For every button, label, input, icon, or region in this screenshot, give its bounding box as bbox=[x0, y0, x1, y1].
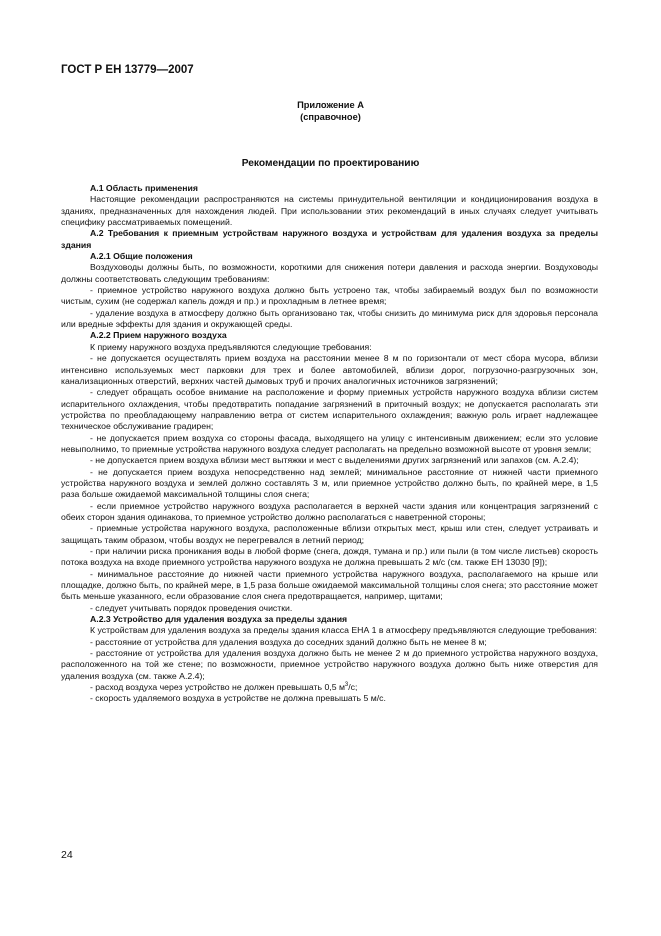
list-item: - не допускается прием воздуха со стороны фасада, выходящего на улицу с интенсивным движением; если это условие невыполнимо, то приемные устройства наружного воздуха следует располагать на предельно возможной высоте от уровня земли; bbox=[61, 432, 598, 454]
paragraph: К приему наружного воздуха предъявляются следующие требования: bbox=[90, 341, 372, 352]
heading-a2: А.2 Требования к приемным устройствам наружного воздуха и устройствам для удаления воздуха за пределы здания bbox=[61, 228, 598, 250]
annex-title: Приложение А bbox=[297, 100, 364, 110]
list-item: - следует учитывать порядок проведения очистки. bbox=[90, 602, 293, 613]
heading-a2-3: А.2.3 Устройство для удаления воздуха за пределы здания bbox=[90, 614, 348, 625]
list-item: - приемное устройство наружного воздуха должно быть устроено так, чтобы забираемый воздух был по возможности чистым, сухим (не содержал капель дождя и пр.) и прохладным в летнее время; bbox=[61, 285, 598, 307]
heading-a1: А.1 Область применения bbox=[90, 183, 198, 193]
list-item: - удаление воздуха в атмосферу должно быть организовано так, чтобы снизить до минимума риск для здоровья персонала или вредные эффекты для здания и окружающей среды. bbox=[61, 307, 598, 330]
standard-code: ГОСТ Р ЕН 13779—2007 bbox=[61, 64, 194, 76]
list-item: - расстояние от устройства для удаления воздуха до соседних зданий должно быть не менее 8 м; bbox=[90, 636, 487, 647]
flow-unit-exponent: 3 bbox=[344, 682, 349, 689]
page-number: 24 bbox=[61, 849, 73, 861]
paragraph: К устройствам для удаления воздуха за пределы здания класса ЕНА 1 в атмосферу предъявляются следующие требования: bbox=[90, 625, 597, 636]
paragraph: Воздуховоды должны быть, по возможности, короткими для снижения потери давления и расхода энергии. Воздуховоды должны соответствовать следующим требованиям: bbox=[61, 262, 598, 284]
list-item: - не допускается прием воздуха вблизи мест вытяжки и мест с выделениями других загрязнений или запахов (см. А.2.4); bbox=[90, 455, 579, 466]
list-item: - минимальное расстояние до нижней части приемного устройства наружного воздуха, располагаемого на крыше или площадке, должно быть, по крайней мере, в 1,5 раза больше ожидаемой максимальной толщины слоя снега; это расстояние может быть меньше указанного, если образование слоя снега предотвращается, например, щитами; bbox=[61, 568, 598, 602]
flow-rate-text: - расход воздуха через устройство не должен превышать 0,5 м bbox=[90, 682, 345, 693]
list-item: - приемные устройства наружного воздуха, расположенные вблизи открытых мест, крыш или стен, следует устраивать и защищать таким образом, чтобы воздух не перегревался в летний период; bbox=[61, 523, 598, 545]
list-item: - если приемное устройство наружного воздуха располагается в верхней части здания или концентрация загрязнений с обеих сторон здания одинакова, то приемное устройство должно располагаться с наветренной стороны; bbox=[61, 500, 598, 522]
flow-unit-tail: /с; bbox=[348, 682, 358, 693]
list-item: - не допускается прием воздуха непосредственно над землей; минимальное расстояние от нижней части приемного устройства наружного воздуха и землей должно составлять 3 м, или приемное устройство должно быть, по крайней мере, в 1,5 раза больше ожидаемой максимальной толщины слоя снега; bbox=[61, 466, 598, 500]
list-item: - расстояние от устройства для удаления воздуха должно быть не менее 2 м до приемного устройства наружного воздуха, расположенного на той же стене; по возможности, приемное устройство наружного воздуха должно быть ниже отверстия для удаления воздуха (см. также А.2.4); bbox=[61, 648, 598, 681]
list-item: - скорость удаляемого воздуха в устройстве не должна превышать 5 м/с. bbox=[90, 693, 386, 704]
paragraph: Настоящие рекомендации распространяются на системы принудительной вентиляции и кондиционирования воздуха в зданиях, предназначенных для нахождения людей. При использовании этих рекомендаций в иных случаях следует учитывать специфику рассматриваемых помещений. bbox=[61, 194, 598, 228]
heading-a2-1: А.2.1 Общие положения bbox=[90, 251, 193, 262]
list-item: - следует обращать особое внимание на расположение и форму приемных устройств наружного воздуха вблизи систем испарительного охлаждения, чтобы предотвратить попадание загрязнений в приточный воздух; не допускается располагать эти устройства по преобладающему направлению ветра от систем испарительного охлаждения; важную роль играет надлежащее техническое обслуживание градирен; bbox=[61, 387, 598, 432]
heading-a2-2: А.2.2 Прием наружного воздуха bbox=[90, 330, 227, 341]
section-title: Рекомендации по проектированию bbox=[241, 158, 420, 169]
list-item-flow-rate bbox=[61, 682, 598, 693]
annex-subtitle: (справочное) bbox=[300, 112, 361, 122]
list-item: - при наличии риска проникания воды в любой форме (снега, дождя, тумана и пр.) или пыли (в том числе листьев) скорость потока воздуха на входе приемного устройства наружного воздуха не должна превышать 2 м/с (см. также ЕН 13030 [9]); bbox=[61, 546, 598, 568]
document-body bbox=[61, 183, 598, 705]
list-item: - не допускается осуществлять прием воздуха на расстоянии менее 8 м по горизонтали от мест сбора мусора, вблизи интенсивно используемых мест парковки для трех и более автомобилей, вблизи дорог, погрузочно-разгрузочных зон, канализационных отверстий, верхних частей дымовых труб и прочих аналогичных источников загрязнений; bbox=[61, 353, 598, 386]
